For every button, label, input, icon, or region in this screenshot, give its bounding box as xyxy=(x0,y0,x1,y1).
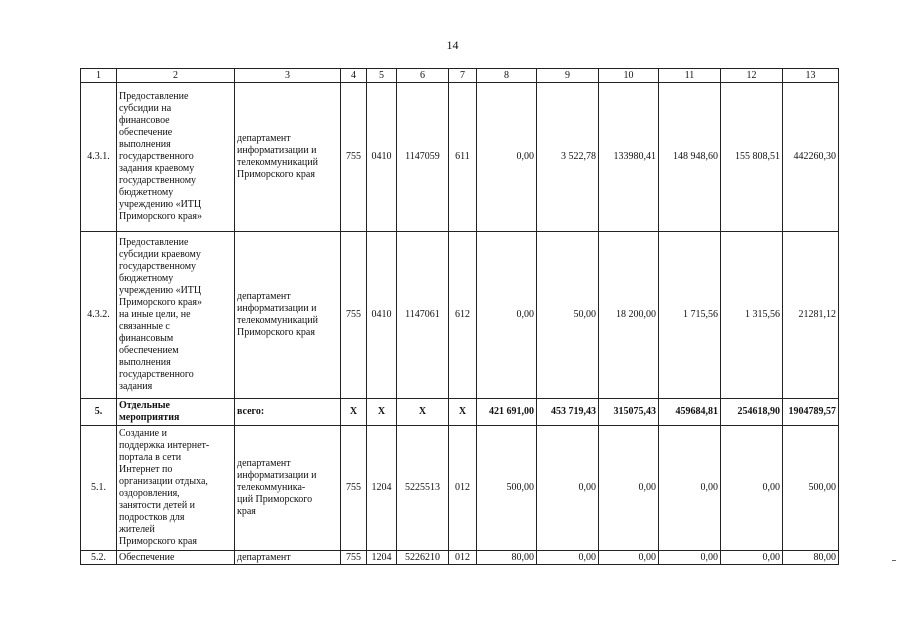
budget-table xyxy=(80,68,839,565)
measure-name: Отдельные мероприятия xyxy=(117,399,235,426)
executor: департамент xyxy=(235,551,341,565)
amount-col12: 1 315,56 xyxy=(721,232,783,399)
row-number: 5.1. xyxy=(81,426,117,551)
code-target: X xyxy=(397,399,449,426)
table-row xyxy=(81,551,839,565)
amount-col12: 155 808,51 xyxy=(721,83,783,232)
column-header: 8 xyxy=(477,69,537,83)
code-expense-type: 012 xyxy=(449,551,477,565)
executor: департамент информатизации и телекоммуникаций Приморского края xyxy=(235,232,341,399)
column-header: 2 xyxy=(117,69,235,83)
column-header: 4 xyxy=(341,69,367,83)
amount-col9: 3 522,78 xyxy=(537,83,599,232)
code-section: 1204 xyxy=(367,426,397,551)
amount-col10: 133980,41 xyxy=(599,83,659,232)
table-row xyxy=(81,83,839,232)
code-grbs: X xyxy=(341,399,367,426)
amount-col11: 148 948,60 xyxy=(659,83,721,232)
code-section: 0410 xyxy=(367,232,397,399)
amount-total: 80,00 xyxy=(783,551,839,565)
amount-col12: 0,00 xyxy=(721,551,783,565)
amount-col11: 0,00 xyxy=(659,551,721,565)
code-expense-type: X xyxy=(449,399,477,426)
measure-name: Обеспечение xyxy=(117,551,235,565)
amount-col10: 315075,43 xyxy=(599,399,659,426)
code-grbs: 755 xyxy=(341,426,367,551)
column-header: 3 xyxy=(235,69,341,83)
column-header: 1 xyxy=(81,69,117,83)
code-grbs: 755 xyxy=(341,83,367,232)
column-header: 7 xyxy=(449,69,477,83)
row-number: 4.3.1. xyxy=(81,83,117,232)
code-section: 0410 xyxy=(367,83,397,232)
executor: департамент информатизации и телекоммуникаций Приморского края xyxy=(235,83,341,232)
amount-col11: 459684,81 xyxy=(659,399,721,426)
table-row-section-total xyxy=(81,399,839,426)
measure-name: Создание и поддержка интернет- портала в сети Интернет по организации отдыха, оздоровления, занятости детей и подростков для жителей Приморского края xyxy=(117,426,235,551)
row-number: 5. xyxy=(81,399,117,426)
code-expense-type: 611 xyxy=(449,83,477,232)
code-target: 5225513 xyxy=(397,426,449,551)
amount-col10: 18 200,00 xyxy=(599,232,659,399)
page-number: 14 xyxy=(446,38,459,52)
amount-col9: 50,00 xyxy=(537,232,599,399)
column-header: 10 xyxy=(599,69,659,83)
code-section: 1204 xyxy=(367,551,397,565)
code-expense-type: 612 xyxy=(449,232,477,399)
amount-col9: 0,00 xyxy=(537,426,599,551)
code-expense-type: 012 xyxy=(449,426,477,551)
amount-total: 500,00 xyxy=(783,426,839,551)
amount-col12: 254618,90 xyxy=(721,399,783,426)
row-number: 4.3.2. xyxy=(81,232,117,399)
executor: департамент информатизации и телекоммуника- ций Приморского края xyxy=(235,426,341,551)
amount-col8: 0,00 xyxy=(477,232,537,399)
executor: всего: xyxy=(235,399,341,426)
column-header: 12 xyxy=(721,69,783,83)
column-header: 5 xyxy=(367,69,397,83)
amount-col8: 0,00 xyxy=(477,83,537,232)
amount-col10: 0,00 xyxy=(599,551,659,565)
amount-col11: 1 715,56 xyxy=(659,232,721,399)
column-header: 6 xyxy=(397,69,449,83)
table-header-row xyxy=(81,69,839,83)
amount-col11: 0,00 xyxy=(659,426,721,551)
amount-col12: 0,00 xyxy=(721,426,783,551)
column-header: 9 xyxy=(537,69,599,83)
code-section: X xyxy=(367,399,397,426)
row-number: 5.2. xyxy=(81,551,117,565)
amount-total: 1904789,57 xyxy=(783,399,839,426)
amount-col8: 80,00 xyxy=(477,551,537,565)
amount-col9: 0,00 xyxy=(537,551,599,565)
code-target: 1147059 xyxy=(397,83,449,232)
amount-col8: 500,00 xyxy=(477,426,537,551)
amount-total: 442260,30 xyxy=(783,83,839,232)
amount-col8: 421 691,00 xyxy=(477,399,537,426)
code-grbs: 755 xyxy=(341,551,367,565)
code-target: 1147061 xyxy=(397,232,449,399)
column-header: 11 xyxy=(659,69,721,83)
measure-name: Предоставление субсидии на финансовое обеспечение выполнения государственного задания краевому государственному бюджетному учреждению «ИТЦ Приморского края» xyxy=(117,83,235,232)
amount-total: 21281,12 xyxy=(783,232,839,399)
code-target: 5226210 xyxy=(397,551,449,565)
code-grbs: 755 xyxy=(341,232,367,399)
amount-col10: 0,00 xyxy=(599,426,659,551)
amount-col9: 453 719,43 xyxy=(537,399,599,426)
column-header: 13 xyxy=(783,69,839,83)
scan-edge-mark xyxy=(892,560,896,561)
measure-name: Предоставление субсидии краевому государственному бюджетному учреждению «ИТЦ Приморского края» на иные цели, не связанные с финансовым обеспечением выполнения государственного задания xyxy=(117,232,235,399)
table-row xyxy=(81,426,839,551)
table-row xyxy=(81,232,839,399)
